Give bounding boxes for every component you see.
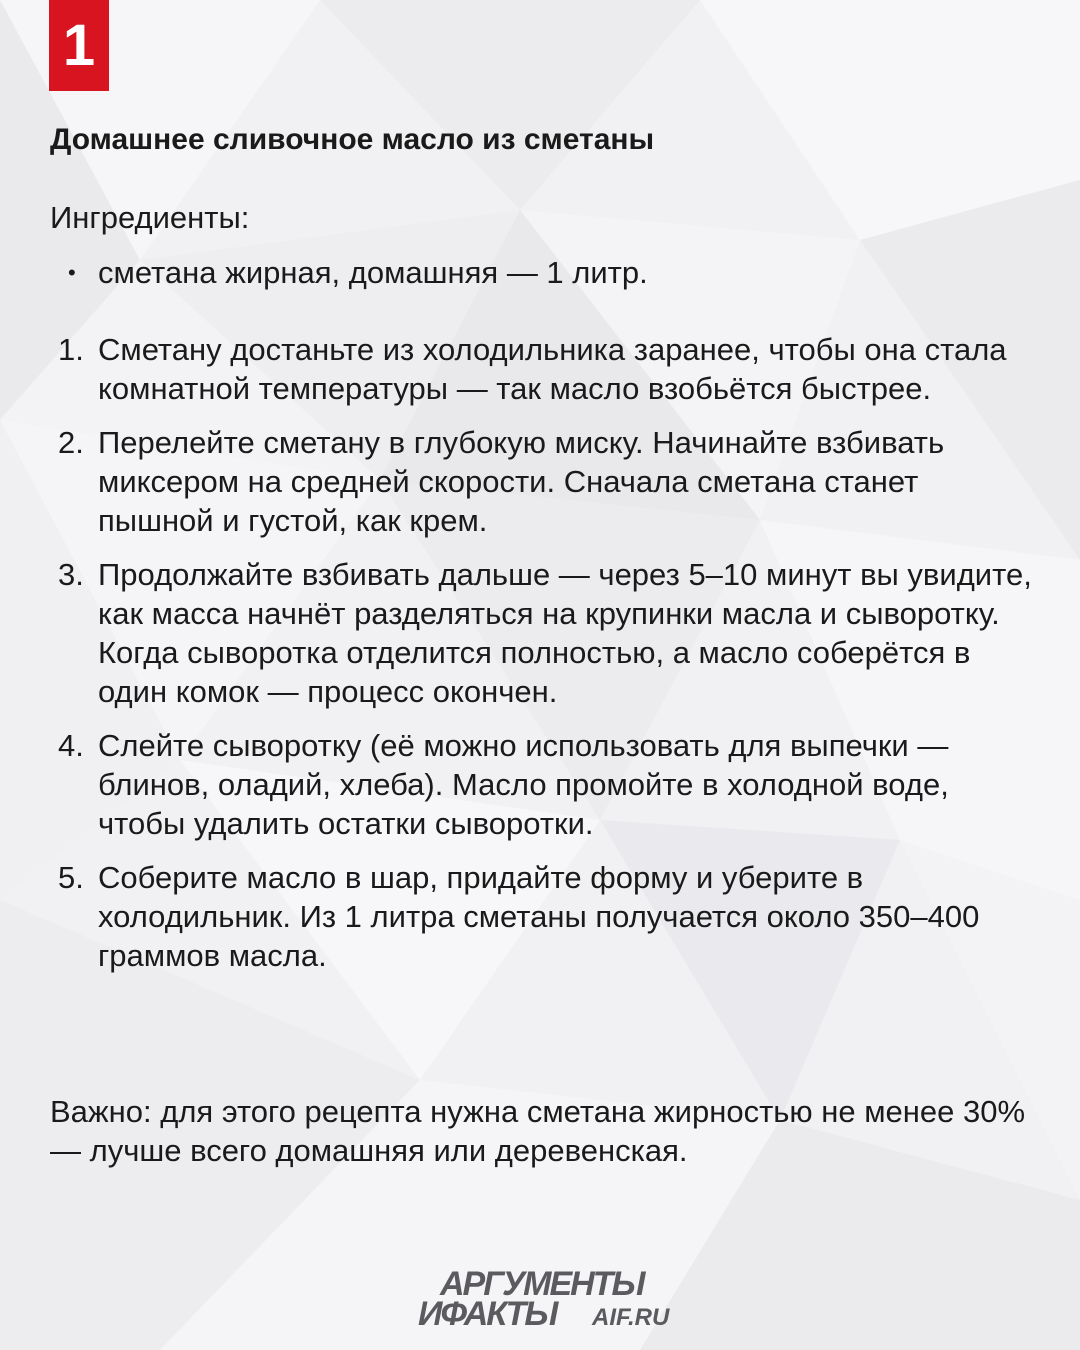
step-item xyxy=(50,858,1035,975)
step-number: 2. xyxy=(58,425,84,460)
important-note: Важно: для этого рецепта нужна сметана жирностью не менее 30% — лучше всего домашняя или деревенская. xyxy=(50,1094,1026,1168)
ingredients-list xyxy=(50,251,648,295)
step-text: Слейте сыворотку (её можно использовать для выпечки — блинов, оладий, хлеба). Масло промойте в холодной воде, чтобы удалить остатки сыворотки. xyxy=(98,728,949,841)
step-item xyxy=(50,726,1035,843)
step-number: 1. xyxy=(58,332,84,367)
logo-line-2: ИФАКТЫ xyxy=(418,1295,557,1333)
step-text: Перелейте сметану в глубокую миску. Начинайте взбивать миксером на средней скорости. Сначала сметана станет пышной и густой, как крем. xyxy=(98,425,945,538)
step-number: 4. xyxy=(58,728,84,763)
ingredient-text: сметана жирная, домашняя — 1 литр. xyxy=(98,255,648,290)
step-text: Продолжайте взбивать дальше — через 5–10 минут вы увидите, как масса начнёт разделяться на крупинки масла и сыворотку. Когда сыворотка отделится полностью, а масло соберётся в один комок — процесс окончен. xyxy=(98,557,1032,709)
slide-number-badge: 1 xyxy=(49,0,109,91)
step-number: 5. xyxy=(58,860,84,895)
step-item xyxy=(50,330,1035,408)
logo-site: AIF.RU xyxy=(592,1304,670,1331)
ingredient-item xyxy=(50,251,648,295)
bullet-icon: • xyxy=(68,260,76,285)
steps-list xyxy=(50,330,1035,990)
step-number: 3. xyxy=(58,557,84,592)
recipe-title: Домашнее сливочное масло из сметаны xyxy=(50,123,655,156)
step-text: Сметану достаньте из холодильника заранее, чтобы она стала комнатной температуры — так масло взобьётся быстрее. xyxy=(98,332,1007,406)
step-text: Соберите масло в шар, придайте форму и уберите в холодильник. Из 1 литра сметаны получается около 350–400 граммов масла. xyxy=(98,860,980,973)
ingredients-heading: Ингредиенты: xyxy=(50,200,250,235)
step-item xyxy=(50,423,1035,540)
logo-line-1: АРГУМЕНТЫ xyxy=(440,1265,644,1303)
step-item xyxy=(50,555,1035,711)
aif-logo xyxy=(418,1265,690,1333)
